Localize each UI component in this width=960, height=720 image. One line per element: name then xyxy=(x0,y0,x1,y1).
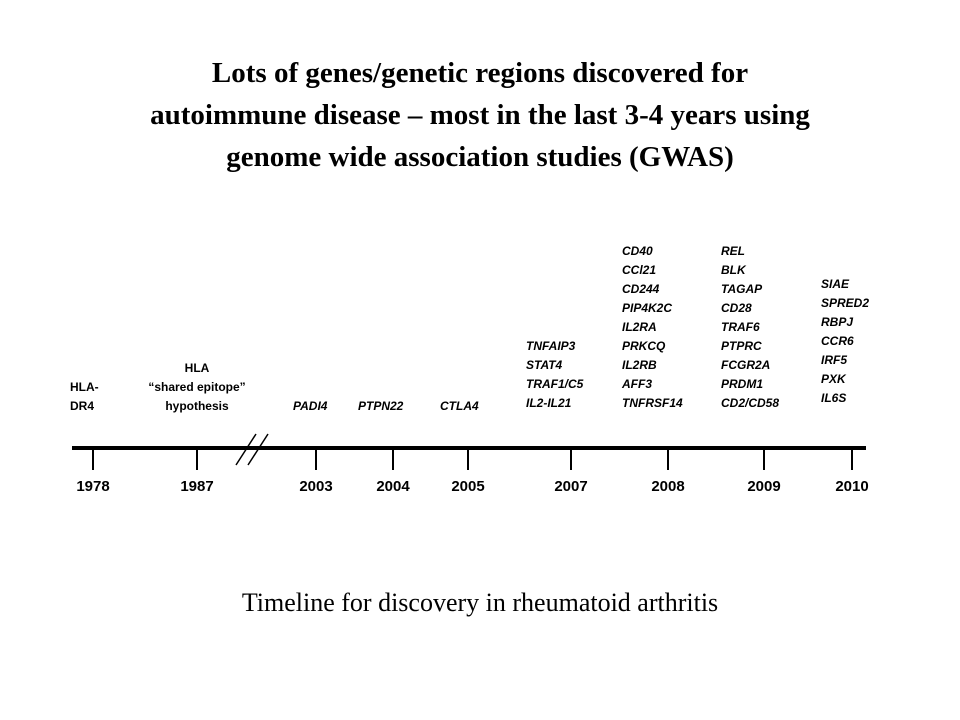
gene-group-2003 xyxy=(293,397,327,416)
gene-label: FCGR2A xyxy=(721,358,771,372)
gene-label: SIAE xyxy=(821,277,850,291)
gene-label: REL xyxy=(721,244,745,258)
year-label-2009: 2009 xyxy=(747,478,781,495)
year-label-2005: 2005 xyxy=(451,478,485,495)
gene-group-2008 xyxy=(622,242,683,413)
gene-label: IL6S xyxy=(821,391,847,405)
gene-group-1978 xyxy=(70,378,99,416)
gene-label: PTPRC xyxy=(721,339,762,353)
gene-label: TAGAP xyxy=(721,282,763,296)
gene-label: PIP4K2C xyxy=(622,301,673,315)
year-label-2003: 2003 xyxy=(299,478,333,495)
gene-label: RBPJ xyxy=(821,315,854,329)
year-label-1978: 1978 xyxy=(76,478,110,495)
gene-label: CCl21 xyxy=(622,263,657,277)
year-label-2010: 2010 xyxy=(835,478,869,495)
gene-label: PRDM1 xyxy=(721,377,764,391)
gene-group-1987 xyxy=(117,359,277,416)
gene-label: IL2RB xyxy=(622,358,657,372)
year-label-2007: 2007 xyxy=(554,478,588,495)
gene-label: BLK xyxy=(721,263,746,277)
gene-label: IRF5 xyxy=(821,353,848,367)
timeline-caption: Timeline for discovery in rheumatoid arthritis xyxy=(241,588,719,617)
gene-label: TRAF1/C5 xyxy=(526,377,584,391)
title-line: autoimmune disease – most in the last 3-4 years using xyxy=(150,99,810,131)
year-label-1987: 1987 xyxy=(180,478,214,495)
gene-label: PRKCQ xyxy=(622,339,666,353)
gene-label: TRAF6 xyxy=(721,320,760,334)
gene-label: CD28 xyxy=(721,301,752,315)
gene-group-2005 xyxy=(440,397,479,416)
gene-label: CD2/CD58 xyxy=(721,396,780,410)
gene-label: TNFRSF14 xyxy=(622,396,683,410)
year-label-2008: 2008 xyxy=(651,478,685,495)
gene-label: TNFAIP3 xyxy=(526,339,576,353)
gene-label: AFF3 xyxy=(622,377,652,391)
gene-label: IL2RA xyxy=(622,320,657,334)
gene-label: HLA- xyxy=(70,380,99,394)
gene-label: CD244 xyxy=(622,282,660,296)
gene-label: PTPN22 xyxy=(358,399,404,413)
title-line: Lots of genes/genetic regions discovered for xyxy=(211,57,749,89)
gene-group-2007 xyxy=(526,337,583,413)
gene-label: CCR6 xyxy=(821,334,854,348)
gene-label: PXK xyxy=(821,372,846,386)
gene-label: STAT4 xyxy=(526,358,563,372)
gene-group-2004 xyxy=(358,397,403,416)
gene-label: DR4 xyxy=(70,399,95,413)
year-label-2004: 2004 xyxy=(376,478,410,495)
gene-group-2009 xyxy=(721,242,779,413)
gene-label: CD40 xyxy=(622,244,653,258)
gene-label: IL2-IL21 xyxy=(526,396,572,410)
gene-label: “shared epitope” xyxy=(148,380,246,394)
gene-label: CTLA4 xyxy=(440,399,479,413)
gene-label: SPRED2 xyxy=(821,296,870,310)
gene-label: hypothesis xyxy=(165,399,229,413)
gene-label: HLA xyxy=(184,361,210,375)
gene-label: PADI4 xyxy=(293,399,328,413)
title-line: genome wide association studies (GWAS) xyxy=(226,141,734,173)
gene-group-2010 xyxy=(821,275,869,408)
